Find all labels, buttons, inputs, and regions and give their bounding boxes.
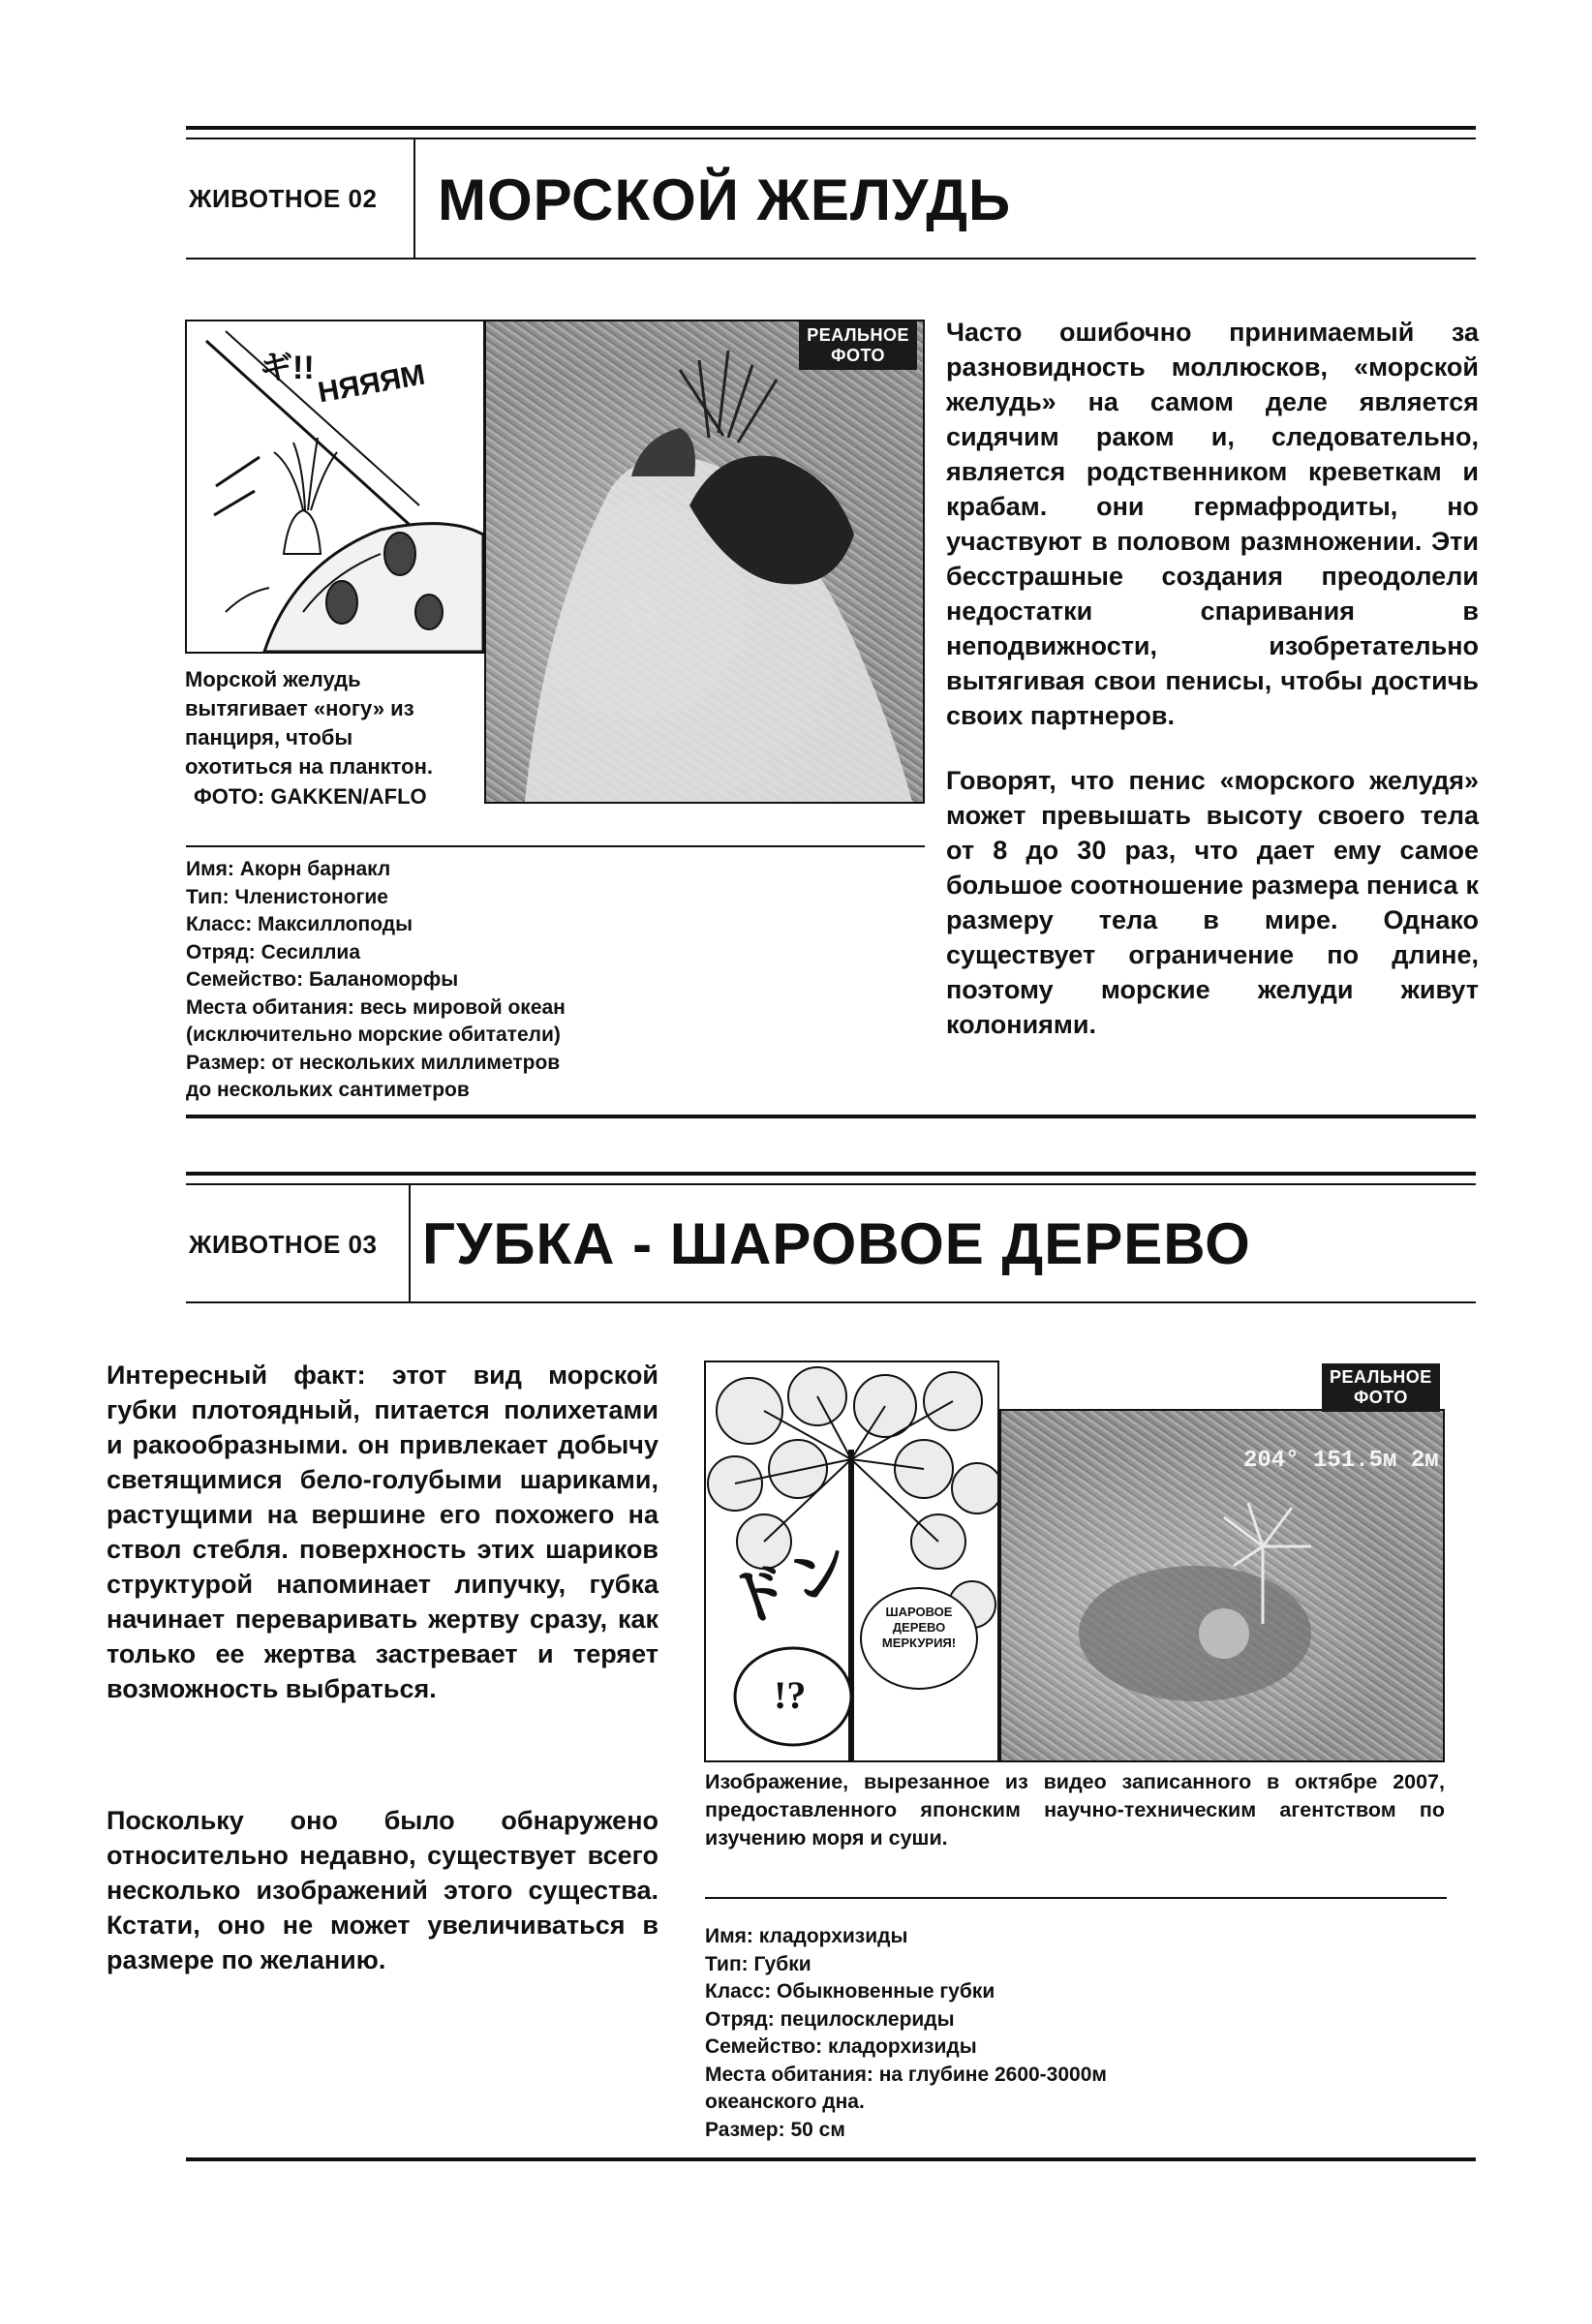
info-habitat-cont: океанского дна. — [705, 2091, 865, 2113]
section2-top-rule — [186, 1172, 1476, 1176]
badge-line-1: РЕАЛЬНОЕ — [807, 325, 909, 345]
badge-line-1: РЕАЛЬНОЕ — [1330, 1367, 1432, 1387]
section1-info-top-rule — [186, 845, 925, 847]
section2-paragraph-1: Интересный факт: этот вид морской губки плотоядный, питается полихетами и ракообразными. он привлекает добычу светящимися бело-голубыми шариками, растущими на вершине его похожего на ствол стебля. поверхность этих шариков структурой напоминает липучку, губка начинает переваривать жертву сразу, как только ее жертва застревает и теряет возможность выбраться. — [107, 1361, 658, 1703]
info-name: Имя: Акорн барнакл — [186, 858, 391, 880]
section2-manga-panel — [704, 1361, 999, 1762]
manga-speech-bubble: ШАРОВОЕ ДЕРЕВО МЕРКУРИЯ! — [881, 1605, 957, 1650]
video-overlay-text: 204° 151.5м 2м — [1243, 1448, 1439, 1474]
section2-real-photo-badge — [1322, 1363, 1440, 1412]
section1-paragraph-2: Говорят, что пенис «морского желудя» может превышать высоту своего тела от 8 до 30 раз, что дает ему самое большое соотношение размера пениса к размеру тела в мире. Однако существует ограничение по длине, поэтому морские желуди живут колониями. — [946, 766, 1479, 1039]
info-order: Отряд: Сесиллиа — [186, 940, 361, 963]
info-size: Размер: 50 см — [705, 2118, 845, 2141]
info-size: Размер: от нескольких миллиметров — [186, 1051, 561, 1074]
info-class: Класс: Обыкновенные губки — [705, 1980, 995, 2003]
info-type: Тип: Губки — [705, 1952, 811, 1975]
section2-tag: ЖИВОТНОЕ 03 — [189, 1230, 378, 1259]
info-habitat: Места обитания: весь мировой океан — [186, 995, 566, 1019]
manga-sfx-nyam: НЯЯЯМ — [315, 358, 428, 410]
info-family: Семейство: Баланоморфы — [186, 968, 459, 991]
info-habitat: Места обитания: на глубине 2600-3000м — [705, 2063, 1107, 2086]
section2-real-photo — [999, 1409, 1445, 1762]
section2-caption: Изображение, вырезанное из видео записанного в октябре 2007, предоставленного японским научно-техническим агентством по изучению моря и суши. — [705, 1770, 1445, 1850]
section1-paragraph-1: Часто ошибочно принимаемый за разновидность моллюсков, «морской желудь» на самом деле является сидячим раком и, следовательно, является родственником креветкам и крабам. они гермафродиты, но участвуют в половом размножении. Эти бесстрашные создания преодолели недостатки спаривания в неподвижности, изобретательно вытягивая свои пенисы, чтобы достичь своих партнеров. — [946, 318, 1479, 730]
section1-header-divider — [413, 139, 415, 260]
barnacle-manga-drawing — [187, 321, 483, 652]
section2-title: ГУБКА - ШАРОВОЕ ДЕРЕВО — [422, 1211, 1251, 1276]
barnacle-photo-shape — [486, 321, 923, 802]
manga-sfx-don: ド ン — [719, 1533, 854, 1639]
info-class: Класс: Максиллоподы — [186, 913, 413, 935]
manga-sfx-gi: ギ!! — [260, 350, 315, 386]
info-name: Имя: кладорхизиды — [705, 1925, 908, 1947]
section1-caption: Морской желудь вытягивает «ногу» из панциря, чтобы охотиться на планктон. — [185, 667, 434, 779]
section1-photo-credit: ФОТО: GAKKEN/AFLO — [194, 784, 427, 809]
section1-tag: ЖИВОТНОЕ 02 — [189, 184, 378, 213]
section2-bottom-rule — [186, 2157, 1476, 2161]
section1-top-rule — [186, 126, 1476, 130]
info-size-cont: до нескольких сантиметров — [186, 1079, 470, 1101]
section1-real-photo — [484, 320, 925, 804]
section1-info-block — [186, 856, 566, 1105]
section1-header-bottom-rule — [186, 258, 1476, 260]
section2-info-block — [705, 1923, 1107, 2144]
badge-line-2: ФОТО — [1353, 1388, 1408, 1407]
section2-header-bottom-rule — [186, 1301, 1476, 1303]
info-type: Тип: Членистоногие — [186, 885, 388, 908]
section1-bottom-rule — [186, 1115, 1476, 1118]
section2-header-divider — [409, 1185, 411, 1303]
manga-sfx-question: !? — [774, 1673, 807, 1717]
section2-info-top-rule — [705, 1897, 1447, 1899]
section1-real-photo-badge — [799, 321, 917, 370]
badge-line-2: ФОТО — [831, 346, 886, 365]
section1-top-rule-2 — [186, 138, 1476, 139]
section2-top-rule-2 — [186, 1183, 1476, 1185]
section2-paragraph-2: Поскольку оно было обнаружено относительно недавно, существует всего несколько изображений этого существа. Кстати, оно не может увеличиваться в размере по желанию. — [107, 1806, 658, 1974]
info-order: Отряд: пецилосклериды — [705, 2007, 955, 2031]
info-habitat-note: (исключительно морские обитатели) — [186, 1024, 561, 1046]
section1-manga-panel — [185, 320, 485, 654]
info-family: Семейство: кладорхизиды — [705, 2035, 977, 2058]
section1-title: МОРСКОЙ ЖЕЛУДЬ — [438, 168, 1012, 232]
